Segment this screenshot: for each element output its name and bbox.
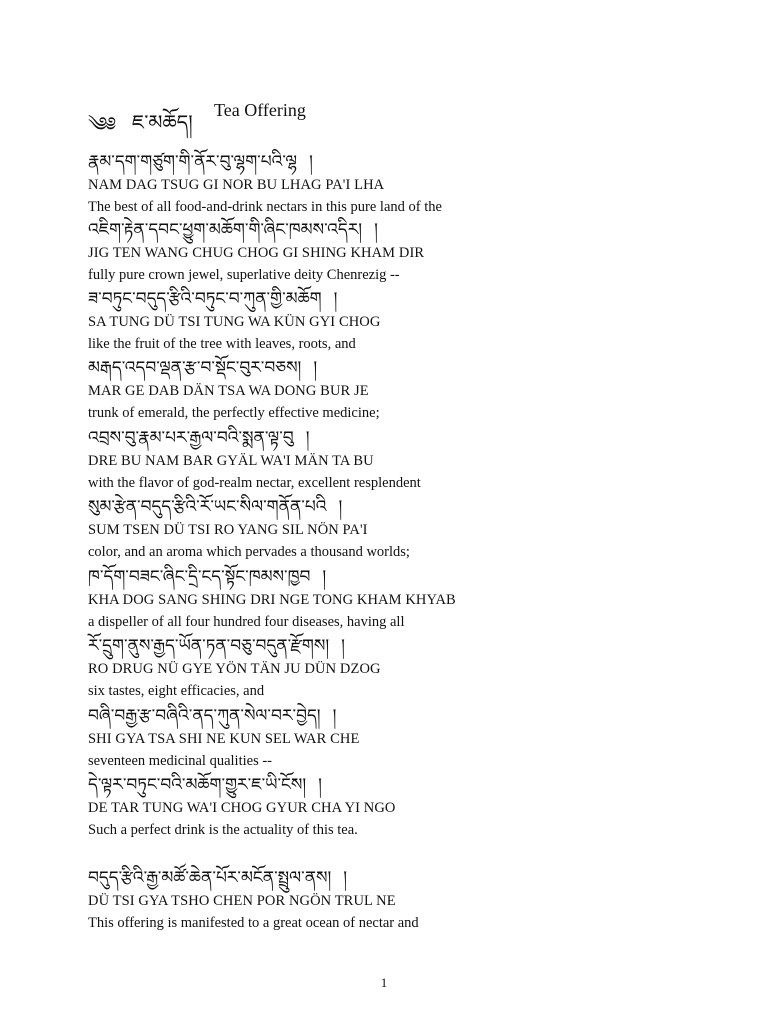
tibetan-line: མརྒད་འདབ་ལྡན་རྩ་བ་སྡོང་བུར་བཅས། ། (88, 358, 318, 378)
translation-line: The best of all food-and-drink nectars in this pure land of the (88, 199, 442, 215)
translation-line: color, and an aroma which pervades a thousand worlds; (88, 544, 410, 560)
translation-line: This offering is manifested to a great ocean of nectar and (88, 915, 419, 931)
tibetan-line: རོ་དྲུག་ནུས་རྒྱད་ཡོན་ཏན་བཅུ་བདུན་རྫོགས། ། (88, 636, 345, 656)
verse-block (88, 287, 728, 355)
translation-line: with the flavor of god-realm nectar, excellent resplendent (88, 475, 421, 491)
yig-mgo-mark: ༄༅ (88, 112, 116, 136)
page-title: Tea Offering (214, 100, 306, 120)
translation-line: like the fruit of the tree with leaves, roots, and (88, 336, 356, 352)
verse-block (88, 565, 728, 633)
tibetan-line: སུམ་རྩེན་བདུད་རྩིའི་རོ་ཡང་སིལ་གནོན་པའི ། (88, 497, 343, 517)
transliteration-line: SA TUNG DÜ TSI TUNG WA KÜN GYI CHOG (88, 314, 381, 330)
translation-line: trunk of emerald, the perfectly effective medicine; (88, 405, 380, 421)
transliteration-line: SUM TSEN DÜ TSI RO YANG SIL NÖN PA'I (88, 522, 368, 538)
tibetan-line: འབྲས་བུ་རྣམ་པར་རྒྱལ་བའི་སྨན་ལྟ་བུ ། (88, 428, 310, 448)
transliteration-line: MAR GE DAB DÄN TSA WA DONG BUR JE (88, 383, 369, 399)
verse-block (88, 426, 728, 494)
verse-block (88, 356, 728, 424)
tibetan-title: ཇ་མཆོད། (132, 110, 193, 134)
tibetan-line: བདུད་རྩིའི་རྒྱ་མཚོ་ཆེན་པོར་མངོན་སྤྲུལ་ནས། ། (88, 868, 348, 888)
tibetan-line: ཟ་བཏུང་བདུད་རྩིའི་བཏུང་བ་ཀུན་གྱི་མཆོག ། (88, 289, 338, 309)
translation-line: a dispeller of all four hundred four diseases, having all (88, 614, 405, 630)
transliteration-line: DRE BU NAM BAR GYÄL WA'I MÄN TA BU (88, 453, 374, 469)
transliteration-line: DÜ TSI GYA TSHO CHEN POR NGÖN TRUL NE (88, 893, 396, 909)
verse-block (88, 634, 728, 702)
verse-block (88, 150, 728, 218)
translation-line: seventeen medicinal qualities -- (88, 753, 272, 769)
translation-line: Such a perfect drink is the actuality of this tea. (88, 822, 358, 838)
verse-block (88, 773, 728, 841)
tibetan-line: རྣམ་དག་གཙུག་གི་ནོར་བུ་ལྷག་པའི་ལྷ ། (88, 152, 313, 172)
transliteration-line: SHI GYA TSA SHI NE KUN SEL WAR CHE (88, 731, 360, 747)
verse-block (88, 866, 728, 934)
translation-line: six tastes, eight efficacies, and (88, 683, 265, 699)
translation-line: fully pure crown jewel, superlative deity Chenrezig -- (88, 267, 400, 283)
verse-block (88, 704, 728, 772)
tibetan-line: དེ་ལྟར་བཏུང་བའི་མཆོག་གྱུར་ཇ་ཡི་ངོས། ། (88, 775, 322, 795)
verse-block (88, 218, 728, 286)
tibetan-line: བཞི་བརྒྱ་རྩ་བཞིའི་ནད་ཀུན་སེལ་བར་བྱེད། ། (88, 706, 337, 726)
tibetan-line: འཇིག་རྟེན་དབང་ཕྱུག་མཆོག་གི་ཞིང་ཁམས་འདིར། ། (88, 220, 378, 240)
transliteration-line: JIG TEN WANG CHUG CHOG GI SHING KHAM DIR (88, 245, 425, 261)
transliteration-line: KHA DOG SANG SHING DRI NGE TONG KHAM KHYAB (88, 592, 456, 608)
tibetan-line: ཁ་དོག་བཟང་ཞིང་དྲི་ངད་སྟོང་ཁམས་ཁྱབ ། (88, 567, 327, 587)
verse-block (88, 495, 728, 563)
transliteration-line: NAM DAG TSUG GI NOR BU LHAG PA'I LHA (88, 177, 385, 193)
transliteration-line: DE TAR TUNG WA'I CHOG GYUR CHA YI NGO (88, 800, 396, 816)
transliteration-line: RO DRUG NÜ GYE YÖN TÄN JU DÜN DZOG (88, 661, 381, 677)
page-number: 1 (380, 975, 388, 990)
